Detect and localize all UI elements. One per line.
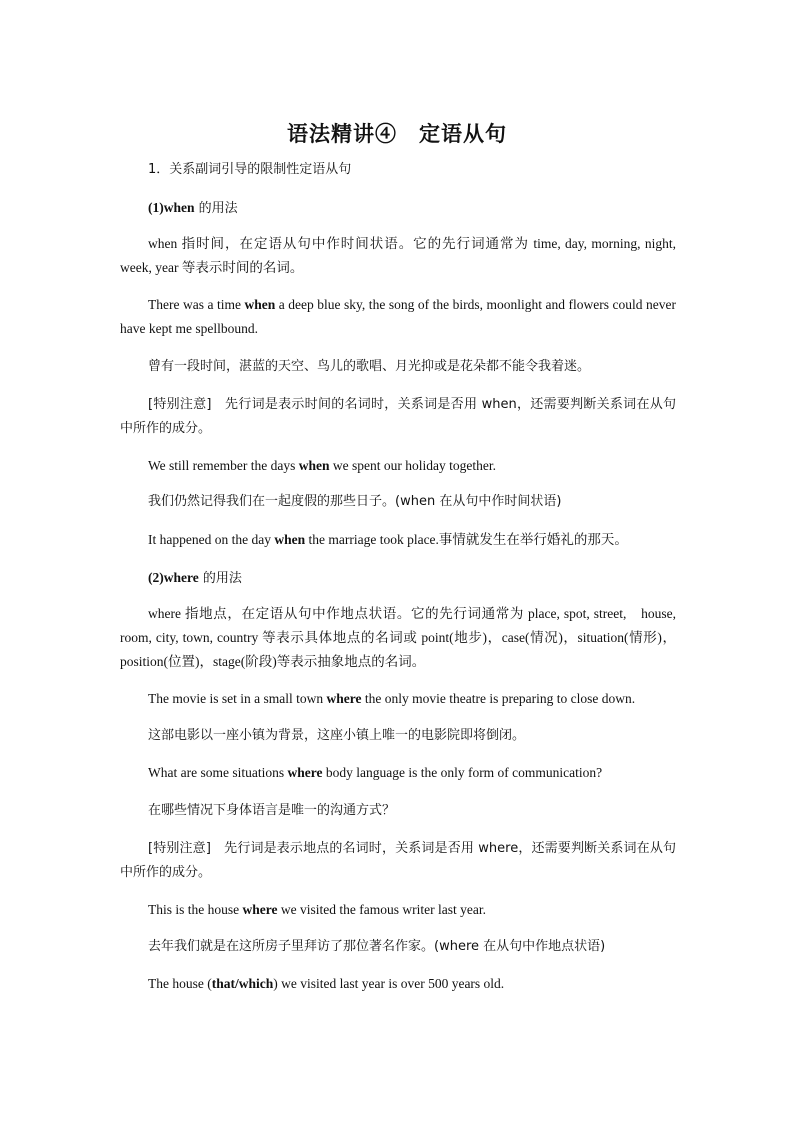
example-6-keyword: where — [242, 902, 278, 917]
example-4-text-a: The movie is set in a small town — [148, 691, 327, 706]
example-4 — [148, 687, 676, 711]
example-5-text-b: body language is the only form of communication? — [322, 765, 603, 780]
example-7-text-b: ) we visited last year is over 500 years old. — [273, 976, 505, 991]
example-5 — [148, 761, 676, 785]
example-6 — [148, 898, 676, 922]
example-4-text-b: the only movie theatre is preparing to close down. — [361, 691, 636, 706]
example-4-translation: 这部电影以一座小镇为背景，这座小镇上唯一的电影院即将倒闭。 — [148, 728, 526, 743]
example-2-translation: 我们仍然记得我们在一起度假的那些日子。(when 在从句中作时间状语) — [148, 494, 562, 509]
subheading-where — [148, 566, 676, 591]
example-1-text-a: There was a time — [148, 297, 245, 312]
section-heading — [148, 158, 676, 182]
subheading-when-label: (1)when — [148, 200, 195, 215]
example-2-keyword: when — [298, 458, 330, 473]
section-heading-text: 1．关系副词引导的限制性定语从句 — [148, 162, 352, 177]
subheading-where-label: (2)where — [148, 570, 199, 585]
example-4-keyword: where — [326, 691, 362, 706]
where-definition: where 指地点，在定语从句中作地点状语。它的先行词通常为 place, spot, street, house, room, city, town, country 等表示具体地点的名词或 point(地步)，case(情况)，situation(情形)，position(位置)，stage(阶段)等表示抽象地点的名词。 — [120, 606, 676, 669]
example-2 — [148, 454, 676, 478]
subheading-when — [148, 196, 676, 221]
example-7-text-a: The house ( — [148, 976, 212, 991]
example-6-text-a: This is the house — [148, 902, 243, 917]
subheading-where-suffix: 的用法 — [198, 571, 242, 586]
subheading-when-suffix: 的用法 — [194, 201, 238, 216]
example-7 — [148, 972, 676, 996]
example-5-text-a: What are some situations — [148, 765, 288, 780]
when-definition: when 指时间，在定语从句中作时间状语。它的先行词通常为 time, day, morning, night, week, year 等表示时间的名词。 — [120, 236, 676, 275]
example-5-keyword: where — [287, 765, 323, 780]
example-2-text-b: we spent our holiday together. — [329, 458, 496, 473]
example-1 — [120, 293, 676, 341]
example-3-text-b: the marriage took place.事情就发生在举行婚礼的那天。 — [305, 532, 628, 547]
example-3 — [148, 528, 676, 552]
special-note-1: [特别注意] 先行词是表示时间的名词时，关系词是否用 when，还需要判断关系词在从句中所作的成分。 — [120, 397, 676, 436]
example-7-keyword: that/which — [211, 976, 274, 991]
example-3-text-a: It happened on the day — [148, 532, 275, 547]
example-1-translation: 曾有一段时间，湛蓝的天空、鸟儿的歌唱、月光抑或是花朵都不能令我着迷。 — [148, 359, 591, 374]
special-note-2: [特别注意] 先行词是表示地点的名词时，关系词是否用 where，还需要判断关系词在从句中所作的成分。 — [120, 841, 676, 880]
page-title: 语法精讲④ 定语从句 — [287, 122, 507, 146]
example-1-text-b: a deep blue sky, the song of the birds, moonlight and flowers could never have kept me spellbound. — [120, 297, 676, 336]
example-6-translation: 去年我们就是在这所房子里拜访了那位著名作家。(where 在从句中作地点状语) — [148, 939, 606, 954]
example-2-text-a: We still remember the days — [148, 458, 299, 473]
example-6-text-b: we visited the famous writer last year. — [277, 902, 486, 917]
example-5-translation: 在哪些情况下身体语言是唯一的沟通方式？ — [148, 803, 396, 818]
example-1-keyword: when — [244, 297, 276, 312]
example-3-keyword: when — [274, 532, 306, 547]
